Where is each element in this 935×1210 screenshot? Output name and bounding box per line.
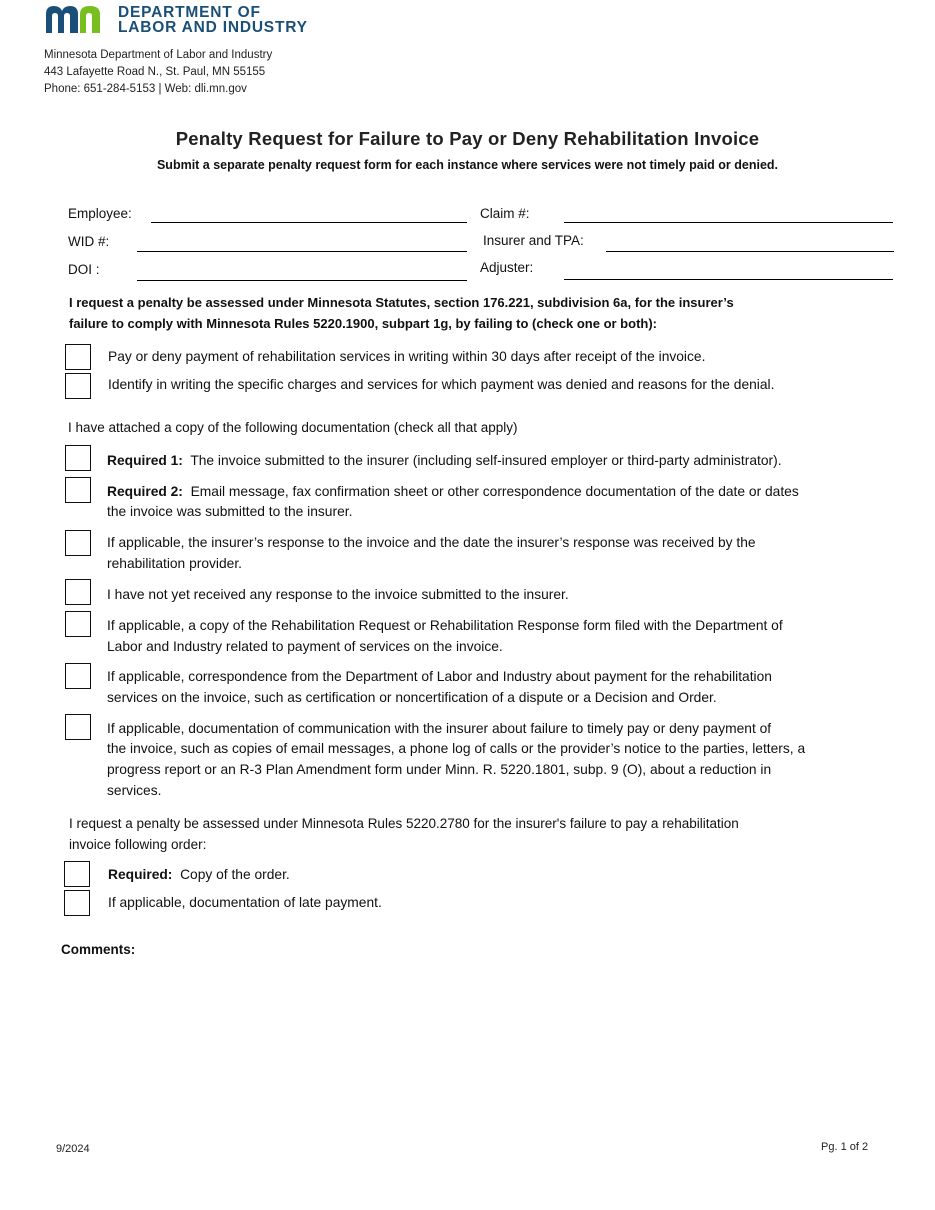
logo-text-line1: DEPARTMENT OF [118, 4, 261, 21]
required1-text: The invoice submitted to the insurer (including self-insured employer or third-party administrator). [190, 453, 782, 468]
section3-intro-line1: I request a penalty be assessed under Minnesota Rules 5220.2780 for the insurer's failure to pay a rehabilitation [69, 816, 739, 831]
copy-of-order-item [108, 865, 290, 886]
required2-item [107, 482, 799, 503]
footer-date: 9/2024 [56, 1143, 90, 1155]
address-line-1: Minnesota Department of Labor and Industry [44, 49, 273, 61]
mn-logo-icon [44, 4, 118, 34]
rehab-request-checkbox[interactable] [65, 611, 91, 637]
logo-text-line2: LABOR AND INDUSTRY [118, 19, 308, 36]
doi-label: DOI : [68, 262, 100, 277]
required2-line2: the invoice was submitted to the insurer. [107, 504, 353, 519]
section1-intro-line2: failure to comply with Minnesota Rules 5220.1900, subpart 1g, by failing to (check one or both): [69, 316, 657, 331]
communication-docs-line3: progress report or an R-3 Plan Amendment form under Minn. R. 5220.1801, subp. 9 (O), about a reduction in [107, 762, 772, 777]
copy-of-order-label: Required: [108, 867, 173, 882]
identify-charges-text: Identify in writing the specific charges and services for which payment was denied and reasons for the denial. [108, 377, 775, 392]
dli-logo [44, 4, 118, 39]
employee-label: Employee: [68, 206, 132, 221]
insurer-field[interactable] [606, 251, 894, 252]
employee-field[interactable] [151, 222, 467, 223]
claim-label: Claim #: [480, 206, 530, 221]
wid-label: WID #: [68, 234, 110, 249]
doi-field[interactable] [137, 280, 467, 281]
footer-page-number: Pg. 1 of 2 [821, 1141, 869, 1153]
pay-deny-text: Pay or deny payment of rehabilitation services in writing within 30 days after receipt of the invoice. [108, 349, 706, 364]
copy-of-order-checkbox[interactable] [64, 861, 90, 887]
insurer-response-line2: rehabilitation provider. [107, 556, 242, 571]
required1-label: Required 1: [107, 453, 183, 468]
required2-checkbox[interactable] [65, 477, 91, 503]
rehab-request-line1: If applicable, a copy of the Rehabilitation Request or Rehabilitation Response form filed with the Department of [107, 618, 783, 633]
insurer-response-checkbox[interactable] [65, 530, 91, 556]
required2-line1: Email message, fax confirmation sheet or other correspondence documentation of the date or dates [190, 484, 799, 499]
identify-charges-checkbox[interactable] [65, 373, 91, 399]
communication-docs-checkbox[interactable] [65, 714, 91, 740]
required1-checkbox[interactable] [65, 445, 91, 471]
comments-label: Comments: [61, 942, 136, 957]
address-line-2: 443 Lafayette Road N., St. Paul, MN 55155 [44, 66, 266, 78]
section1-intro-line1: I request a penalty be assessed under Minnesota Statutes, section 176.221, subdivision 6a, for the insurer’s [69, 295, 734, 310]
late-payment-text: If applicable, documentation of late payment. [108, 895, 382, 910]
rehab-request-line2: Labor and Industry related to payment of services on the invoice. [107, 639, 503, 654]
required1-item [107, 451, 782, 472]
comments-area[interactable] [61, 962, 891, 1122]
form-title: Penalty Request for Failure to Pay or Deny Rehabilitation Invoice [175, 128, 760, 149]
communication-docs-line1: If applicable, documentation of communication with the insurer about failure to timely pay or deny payment of [107, 721, 772, 736]
section3-intro-line2: invoice following order: [69, 837, 207, 852]
form-subtitle: Submit a separate penalty request form for each instance where services were not timely paid or denied. [156, 158, 779, 172]
communication-docs-line2: the invoice, such as copies of email messages, a phone log of calls or the provider’s notice to the parties, letters, a [107, 741, 806, 756]
wid-field[interactable] [137, 251, 467, 252]
required2-label: Required 2: [107, 484, 183, 499]
no-response-checkbox[interactable] [65, 579, 91, 605]
communication-docs-line4: services. [107, 783, 162, 798]
late-payment-checkbox[interactable] [64, 890, 90, 916]
pay-deny-checkbox[interactable] [65, 344, 91, 370]
insurer-label: Insurer and TPA: [483, 233, 584, 248]
adjuster-label: Adjuster: [480, 260, 534, 275]
dli-correspondence-line1: If applicable, correspondence from the Department of Labor and Industry about payment for the rehabilitation [107, 669, 772, 684]
address-line-3: Phone: 651-284-5153 | Web: dli.mn.gov [44, 83, 247, 95]
dli-correspondence-line2: services on the invoice, such as certification or noncertification of a dispute or a Decision and Order. [107, 690, 717, 705]
no-response-text: I have not yet received any response to the invoice submitted to the insurer. [107, 587, 569, 602]
insurer-response-line1: If applicable, the insurer’s response to the invoice and the date the insurer’s response was received by the [107, 535, 756, 550]
adjuster-field[interactable] [564, 279, 893, 280]
section2-intro: I have attached a copy of the following documentation (check all that apply) [68, 420, 518, 435]
claim-field[interactable] [564, 222, 893, 223]
copy-of-order-text: Copy of the order. [180, 867, 290, 882]
dli-correspondence-checkbox[interactable] [65, 663, 91, 689]
